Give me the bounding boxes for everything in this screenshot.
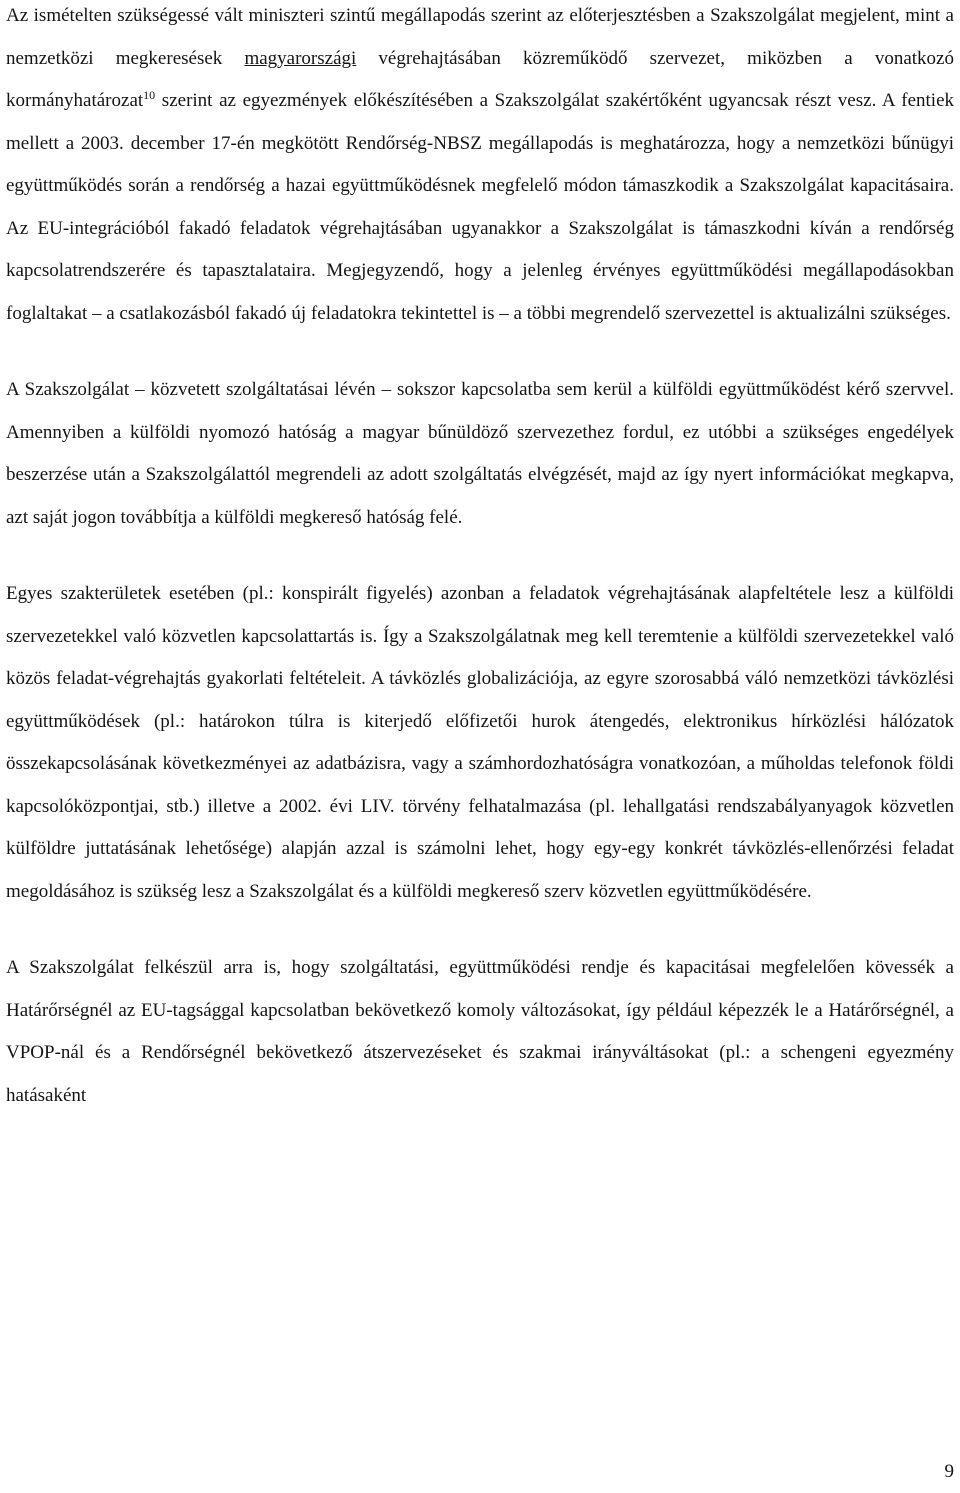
paragraph-spacer (6, 539, 954, 573)
underlined-word: magyarországi (244, 47, 357, 69)
paragraph-3: Egyes szakterületek esetében (pl.: konspirált figyelés) azonban a feladatok végrehajtásának alapfeltétele lesz a külföldi szervezetekkel való közvetlen kapcsolattartás is. Így a Szakszolgálatnak meg kell teremtenie a külföldi szervezetekkel való közös feladat-végrehajtás gyakorlati feltételeit. A távközlés globalizációja, az egyre szorosabbá váló nemzetközi távközlési együttműködések (pl.: határokon túlra is kiterjedő előfizetői hurok átengedés, elektronikus hírközlési hálózatok összekapcsolásának következményei az adatbázisra, vagy a számhordozhatóságra vonatkozóan, a műholdas telefonok földi kapcsolóközpontjai, stb.) illetve a 2002. évi LIV. törvény felhatalmazása (pl. lehallgatási rendszabályanyagok közvetlen külföldre juttatásának lehetősége) alapján azzal is számolni lehet, hogy egy-egy konkrét távközlés-ellenőrzési feladat megoldásához is szükség lesz a Szakszolgálat és a külföldi megkereső szerv közvetlen együttműködésére. (6, 583, 954, 902)
paragraph-1-text-c: szerint az egyezmények előkészítésében a Szakszolgálat szakértőként ugyancsak részt vesz. A fentiek mellett a 2003. december 17-én megkötött Rendőrség-NBSZ megállapodás is meghatározza, hogy a nemzetközi bűnügyi együttműködés során a rendőrség a hazai együttműködésnek megfelelő módon támaszkodik a Szakszolgálat kapacitásaira. Az EU-integrációból fakadó feladatok végrehajtásában ugyanakkor a Szakszolgálat is támaszkodni kíván a rendőrség kapcsolatrendszerére és tapasztalataira. Megjegyzendő, hogy a jelenleg érvényes együttműködési megállapodásokban foglaltakat – a csatlakozásból fakadó új feladatokra tekintettel is – a többi megrendelő szervezettel is aktualizálni szükséges. (6, 90, 954, 324)
footnote-reference[interactable]: 10 (143, 88, 156, 102)
document-page (6, 0, 954, 1117)
paragraph-1-text-a: Az ismételten szükségessé vált miniszteri szintű megállapodás szerint az előterjesztésben a Szakszolgálat megjelent, mint a nemzetközi megkeresések (6, 5, 954, 69)
page-number: 9 (944, 1461, 954, 1482)
paragraph-4: A Szakszolgálat felkészül arra is, hogy szolgáltatási, együttműködési rendje és kapacitásai megfelelően kövessék a Határőrségnél az EU-tagsággal kapcsolatban bekövetkező komoly változásokat, így például képezzék le a Határőrségnél, a VPOP-nál és a Rendőrségnél bekövetkező átszervezéseket és szakmai irányváltásokat (pl.: a schengeni egyezmény hatásaként (6, 957, 954, 1106)
paragraph-1 (6, 0, 954, 335)
paragraph-1-text-b: végrehajtásában közreműködő szervezet, miközben a vonatkozó kormányhatározat (6, 47, 954, 111)
paragraph-spacer (6, 335, 954, 369)
paragraph-2: A Szakszolgálat – közvetett szolgáltatásai lévén – sokszor kapcsolatba sem kerül a külföldi együttműködést kérő szervvel. Amennyiben a külföldi nyomozó hatóság a magyar bűnüldöző szervezethez fordul, ez utóbbi a szükséges engedélyek beszerzése után a Szakszolgálattól megrendeli az adott szolgáltatás elvégzését, majd az így nyert információkat megkapva, azt saját jogon továbbítja a külföldi megkereső hatóság felé. (6, 379, 954, 528)
paragraph-spacer (6, 913, 954, 947)
